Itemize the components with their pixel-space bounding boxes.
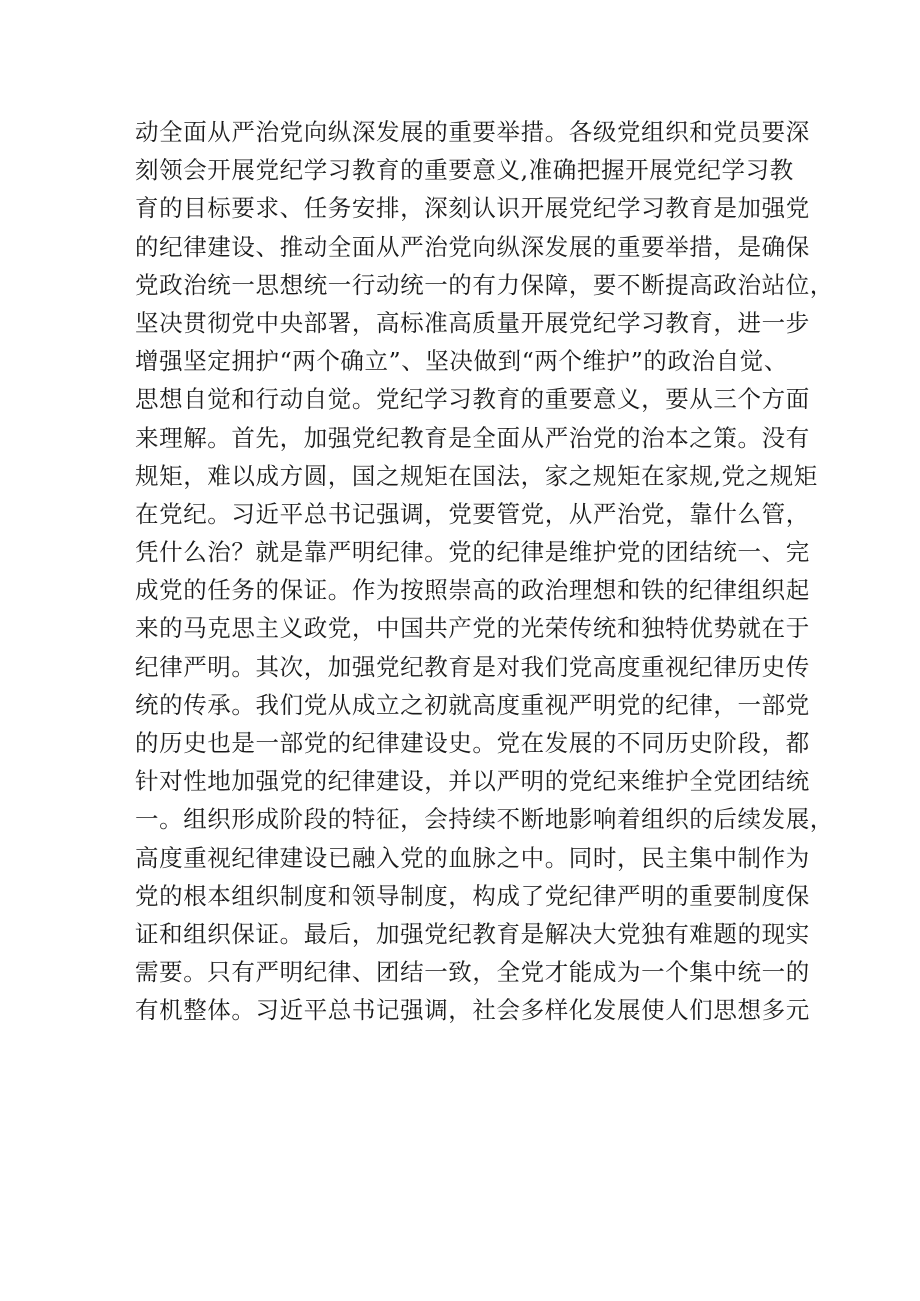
text-line: 成党的任务的保证。作为按照崇高的政治理想和铁的纪律组织起 bbox=[135, 576, 810, 605]
text-line: 思想自觉和行动自觉。党纪学习教育的重要意义，要从三个方面 bbox=[135, 385, 810, 414]
text-line: 刻领会开展党纪学习教育的重要意义,准确把握开展党纪学习教 bbox=[135, 156, 794, 185]
text-line: 来理解。首先，加强党纪教育是全面从严治党的治本之策。没有 bbox=[135, 423, 810, 452]
body-paragraph bbox=[135, 113, 834, 1030]
text-line: 一。组织形成阶段的特征，会持续不断地影响着组织的后续发展， bbox=[135, 805, 834, 834]
text-line: 来的马克思主义政党，中国共产党的光荣传统和独特优势就在于 bbox=[135, 614, 810, 643]
text-line: 有机整体。习近平总书记强调，社会多样化发展使人们思想多元 bbox=[135, 996, 810, 1025]
text-line: 的历史也是一部党的纪律建设史。党在发展的不同历史阶段，都 bbox=[135, 729, 810, 757]
text-line: 针对性地加强党的纪律建设，并以严明的党纪来维护全党团结统 bbox=[135, 767, 810, 796]
text-line: 规矩，难以成方圆，国之规矩在国法，家之规矩在家规,党之规矩 bbox=[135, 461, 818, 490]
text-line: 高度重视纪律建设已融入党的血脉之中。同时，民主集中制作为 bbox=[135, 843, 810, 872]
text-line: 凭什么治？就是靠严明纪律。党的纪律是维护党的团结统一、完 bbox=[135, 538, 810, 567]
text-line: 在党纪。习近平总书记强调，党要管党，从严治党，靠什么管， bbox=[135, 499, 810, 528]
text-line: 的纪律建设、推动全面从严治党向纵深发展的重要举措，是确保 bbox=[135, 232, 810, 261]
text-line: 动全面从严治党向纵深发展的重要举措。各级党组织和党员要深 bbox=[135, 118, 810, 146]
text-line: 育的目标要求、任务安排，深刻认识开展党纪学习教育是加强党 bbox=[135, 194, 810, 223]
text-line: 统的传承。我们党从成立之初就高度重视严明党的纪律，一部党 bbox=[135, 690, 810, 719]
text-line: 党政治统一思想统一行动统一的有力保障，要不断提高政治站位， bbox=[135, 270, 834, 299]
text-line: 党的根本组织制度和领导制度，构成了党纪律严明的重要制度保 bbox=[135, 881, 810, 910]
text-line: 需要。只有严明纪律、团结一致，全党才能成为一个集中统一的 bbox=[135, 958, 810, 987]
text-line: 纪律严明。其次，加强党纪教育是对我们党高度重视纪律历史传 bbox=[135, 652, 810, 681]
text-line: 证和组织保证。最后，加强党纪教育是解决大党独有难题的现实 bbox=[135, 919, 810, 948]
text-line: 坚决贯彻党中央部署，高标准高质量开展党纪学习教育，进一步 bbox=[135, 308, 810, 337]
text-line: 增强坚定拥护“两个确立”、坚决做到“两个维护”的政治自觉、 bbox=[135, 347, 788, 376]
